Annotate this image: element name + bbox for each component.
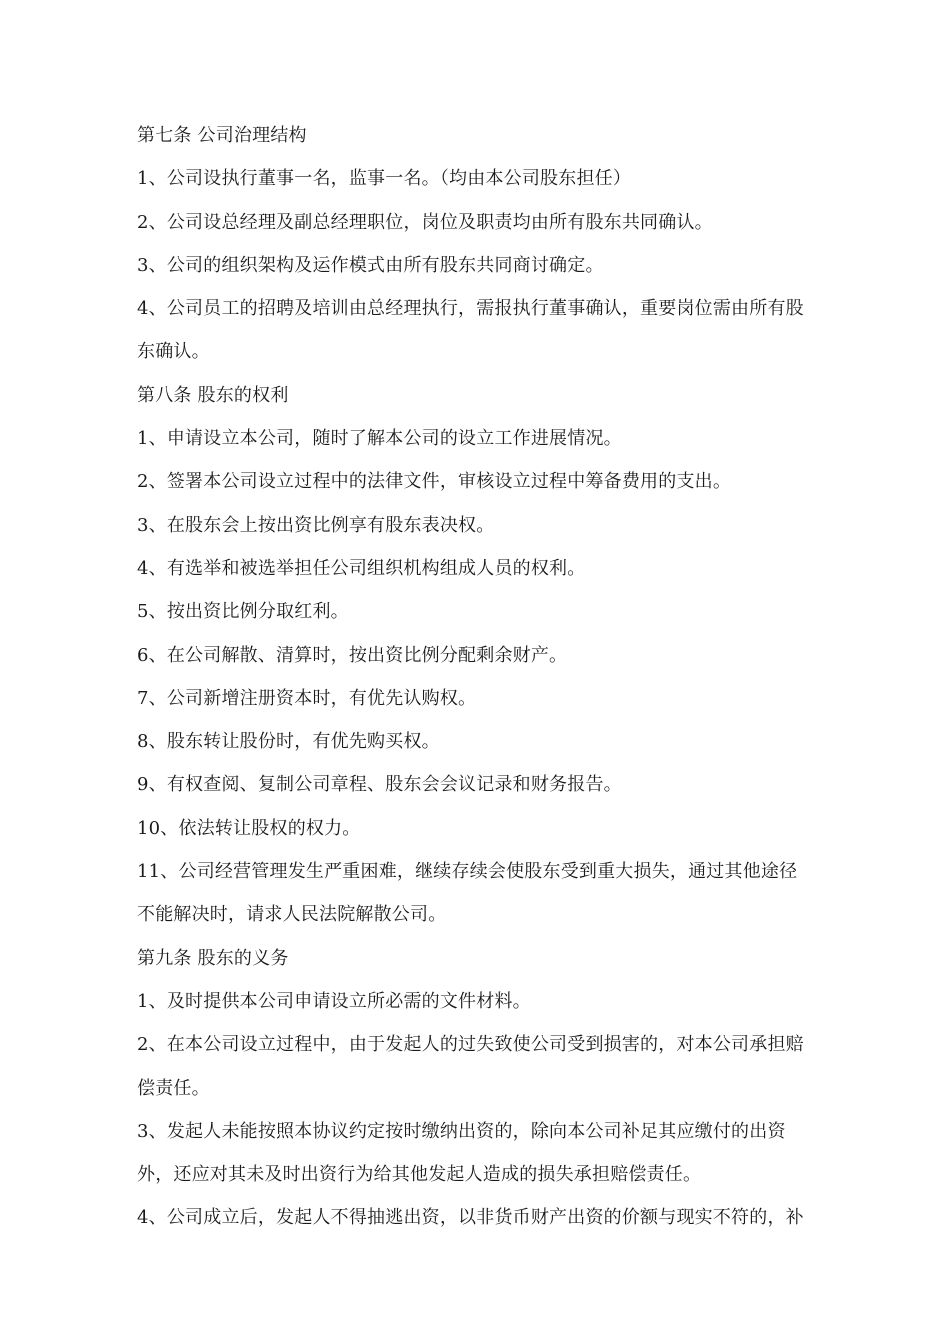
article-7-heading: 第七条 公司治理结构 [137, 125, 307, 146]
article-7-item-4: 4、公司员工的招聘及培训由总经理执行，需报执行董事确认，重要岗位需由所有股 [137, 298, 804, 320]
article-7-item-2: 2、公司设总经理及副总经理职位，岗位及职责均由所有股东共同确认。 [137, 211, 713, 233]
article-8-item-9: 9、有权查阅、复制公司章程、股东会会议记录和财务报告。 [137, 774, 622, 796]
article-8-item-8: 8、股东转让股份时，有优先购买权。 [137, 731, 440, 753]
article-8-item-1: 1、申请设立本公司，随时了解本公司的设立工作进展情况。 [137, 428, 622, 450]
article-7-item-3: 3、公司的组织架构及运作模式由所有股东共同商讨确定。 [137, 254, 604, 276]
article-8-item-4: 4、有选举和被选举担任公司组织机构组成人员的权利。 [137, 557, 586, 579]
article-8-item-10: 10、依法转让股权的权力。 [137, 817, 361, 839]
article-8-heading: 第八条 股东的权利 [137, 384, 289, 406]
article-8-item-6: 6、在公司解散、清算时，按出资比例分配剩余财产。 [137, 644, 568, 666]
article-9-heading: 第九条 股东的义务 [137, 947, 289, 969]
article-8-item-2: 2、签署本公司设立过程中的法律文件，审核设立过程中筹备费用的支出。 [137, 471, 732, 493]
article-7-item-4-cont: 东确认。 [137, 341, 210, 363]
article-8-item-5: 5、按出资比例分取红利。 [137, 601, 349, 623]
article-8-item-11: 11、公司经营管理发生严重困难，继续存续会使股东受到重大损失，通过其他途径 [137, 861, 798, 883]
article-8-item-3: 3、在股东会上按出资比例享有股东表决权。 [137, 514, 495, 536]
article-9-item-1: 1、及时提供本公司申请设立所必需的文件材料。 [137, 990, 531, 1012]
article-8-item-11-cont: 不能解决时，请求人民法院解散公司。 [137, 904, 447, 926]
article-9-item-4: 4、公司成立后，发起人不得抽逃出资，以非货币财产出资的价额与现实不符的，补 [137, 1207, 804, 1229]
article-8-item-7: 7、公司新增注册资本时，有优先认购权。 [137, 687, 477, 709]
document-body [137, 114, 842, 1240]
article-9-item-2-cont: 偿责任。 [137, 1077, 210, 1099]
article-7-item-1: 1、公司设执行董事一名，监事一名。（均由本公司股东担任） [137, 168, 632, 190]
article-9-item-3: 3、发起人未能按照本协议约定按时缴纳出资的，除向本公司补足其应缴付的出资 [137, 1120, 786, 1142]
article-9-item-2: 2、在本公司设立过程中，由于发起人的过失致使公司受到损害的，对本公司承担赔 [137, 1034, 804, 1056]
article-9-item-3-cont: 外，还应对其未及时出资行为给其他发起人造成的损失承担赔偿责任。 [137, 1164, 702, 1186]
